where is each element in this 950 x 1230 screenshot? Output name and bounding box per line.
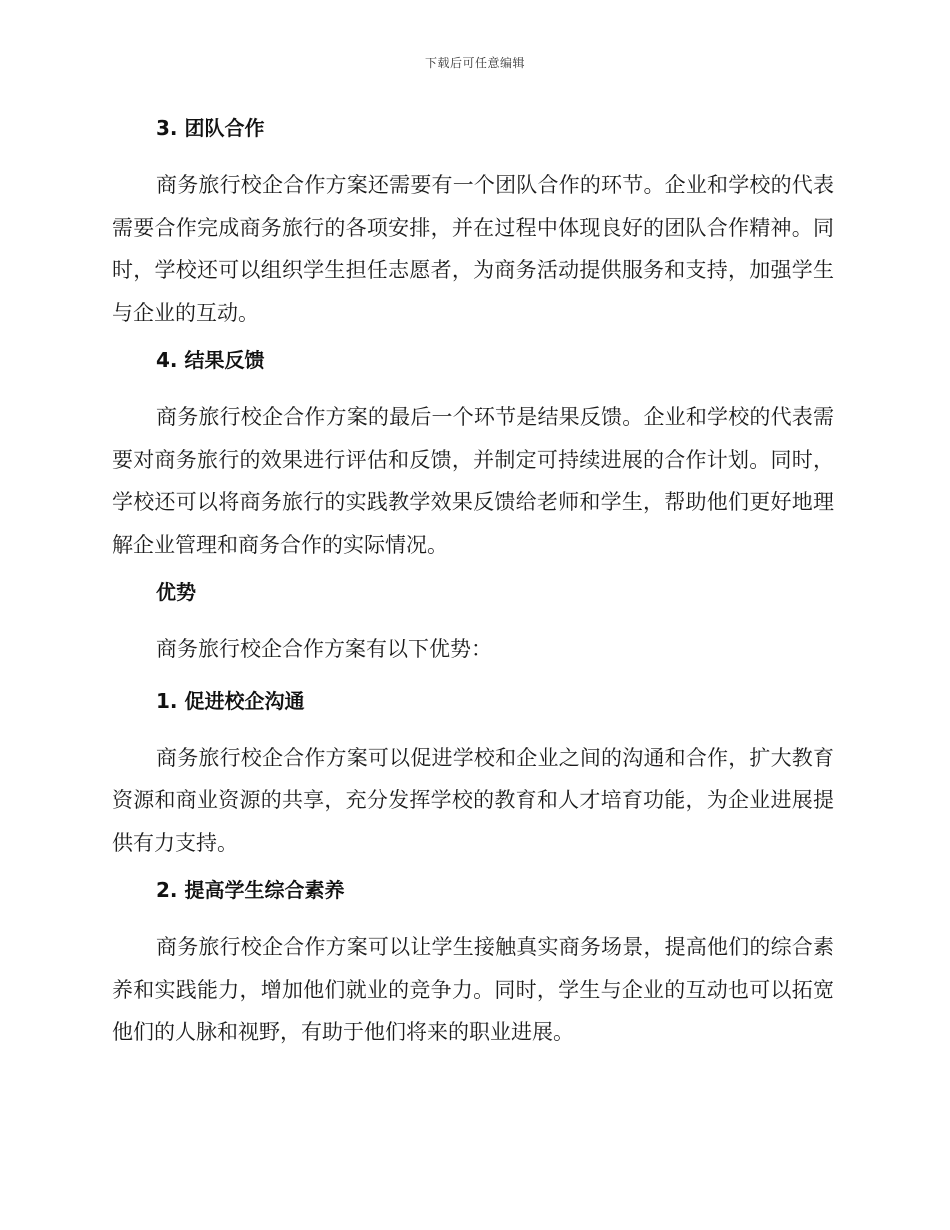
document-body (112, 112, 834, 1064)
section-paragraph-promote-communication: 商务旅行校企合作方案可以促进学校和企业之间的沟通和合作，扩大教育资源和商业资源的共享，充分发挥学校的教育和人才培育功能，为企业进展提供有力支持。 (112, 745, 834, 855)
section-heading-student-quality: 2. 提高学生综合素养 (156, 878, 345, 902)
section-heading-result-feedback: 4. 结果反馈 (156, 348, 265, 372)
section-paragraph-result-feedback: 商务旅行校企合作方案的最后一个环节是结果反馈。企业和学校的代表需要对商务旅行的效果进行评估和反馈，并制定可持续进展的合作计划。同时，学校还可以将商务旅行的实践教学效果反馈给老师和学生，帮助他们更好地理解企业管理和商务合作的实际情况。 (112, 405, 834, 557)
section-heading-promote-communication: 1. 促进校企沟通 (156, 688, 305, 713)
section-paragraph-student-quality: 商务旅行校企合作方案可以让学生接触真实商务场景，提高他们的综合素养和实践能力，增加他们就业的竞争力。同时，学生与企业的互动也可以拓宽他们的人脉和视野，有助于他们将来的职业进展。 (112, 935, 834, 1044)
page-header: 下载后可任意编辑 (424, 56, 525, 70)
section-paragraph-team-cooperation: 商务旅行校企合作方案还需要有一个团队合作的环节。企业和学校的代表需要合作完成商务旅行的各项安排，并在过程中体现良好的团队合作精神。同时，学校还可以组织学生担任志愿者，为商务活动提供服务和支持，加强学生与企业的互动。 (112, 173, 834, 325)
section-heading-team-cooperation: 3. 团队合作 (156, 116, 265, 140)
section-heading-advantages: 优势 (156, 580, 196, 604)
section-paragraph-advantages: 商务旅行校企合作方案有以下优势： (156, 637, 492, 661)
